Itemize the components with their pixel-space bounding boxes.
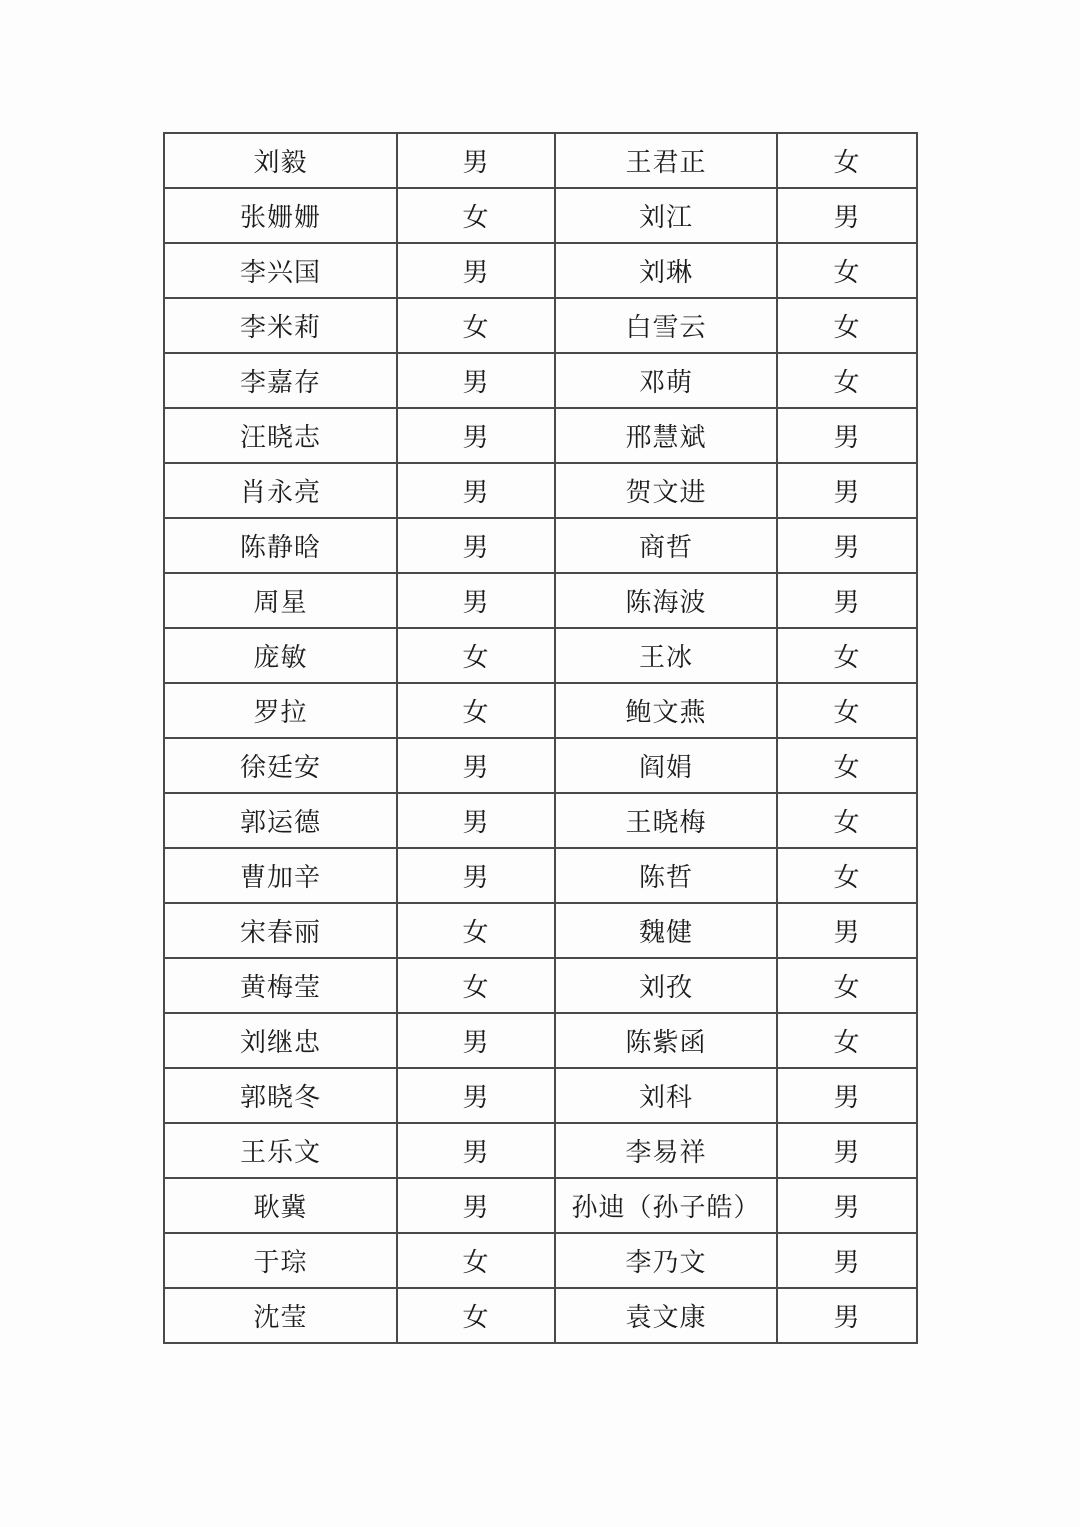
name-cell-right: 陈哲 (555, 848, 777, 903)
gender-cell-left: 男 (397, 793, 555, 848)
name-cell-left: 李嘉存 (164, 353, 397, 408)
name-cell-right: 李易祥 (555, 1123, 777, 1178)
table-row (164, 1178, 917, 1233)
gender-cell-right: 男 (777, 1123, 917, 1178)
gender-cell-right: 男 (777, 408, 917, 463)
gender-cell-left: 男 (397, 738, 555, 793)
gender-cell-left: 男 (397, 1013, 555, 1068)
name-cell-left: 宋春丽 (164, 903, 397, 958)
gender-cell-left: 男 (397, 353, 555, 408)
gender-cell-left: 男 (397, 1068, 555, 1123)
name-cell-left: 李米莉 (164, 298, 397, 353)
name-cell-left: 于琮 (164, 1233, 397, 1288)
name-cell-left: 刘继忠 (164, 1013, 397, 1068)
name-cell-left: 肖永亮 (164, 463, 397, 518)
table-row (164, 628, 917, 683)
name-cell-right: 阎娟 (555, 738, 777, 793)
name-cell-left: 罗拉 (164, 683, 397, 738)
gender-cell-right: 男 (777, 1178, 917, 1233)
name-cell-left: 沈莹 (164, 1288, 397, 1343)
name-cell-right: 李乃文 (555, 1233, 777, 1288)
name-cell-right: 鲍文燕 (555, 683, 777, 738)
name-cell-right: 魏健 (555, 903, 777, 958)
name-cell-left: 郭晓冬 (164, 1068, 397, 1123)
gender-roster-table (163, 132, 918, 1344)
gender-cell-right: 女 (777, 1013, 917, 1068)
gender-cell-left: 女 (397, 683, 555, 738)
gender-cell-left: 女 (397, 1288, 555, 1343)
table-row (164, 738, 917, 793)
gender-cell-left: 女 (397, 958, 555, 1013)
gender-cell-left: 男 (397, 573, 555, 628)
table-row (164, 1068, 917, 1123)
name-cell-right: 邓萌 (555, 353, 777, 408)
name-cell-right: 王晓梅 (555, 793, 777, 848)
table-row (164, 518, 917, 573)
table-row (164, 1013, 917, 1068)
name-cell-right: 刘孜 (555, 958, 777, 1013)
name-cell-right: 白雪云 (555, 298, 777, 353)
name-cell-left: 王乐文 (164, 1123, 397, 1178)
name-cell-left: 郭运德 (164, 793, 397, 848)
name-cell-right: 商哲 (555, 518, 777, 573)
gender-cell-right: 女 (777, 738, 917, 793)
name-cell-left: 周星 (164, 573, 397, 628)
name-cell-left: 曹加辛 (164, 848, 397, 903)
table-row (164, 1233, 917, 1288)
table-row (164, 958, 917, 1013)
gender-cell-right: 男 (777, 573, 917, 628)
table-row (164, 1288, 917, 1343)
table-row (164, 408, 917, 463)
name-cell-left: 庞敏 (164, 628, 397, 683)
gender-cell-right: 女 (777, 133, 917, 188)
table-row (164, 1123, 917, 1178)
gender-cell-right: 女 (777, 628, 917, 683)
name-cell-left: 黄梅莹 (164, 958, 397, 1013)
gender-cell-right: 男 (777, 188, 917, 243)
gender-cell-left: 男 (397, 1123, 555, 1178)
name-cell-right: 王冰 (555, 628, 777, 683)
gender-cell-right: 男 (777, 1288, 917, 1343)
gender-cell-left: 女 (397, 628, 555, 683)
gender-cell-left: 女 (397, 1233, 555, 1288)
name-cell-right: 刘琳 (555, 243, 777, 298)
table-row (164, 903, 917, 958)
gender-cell-right: 女 (777, 298, 917, 353)
name-cell-left: 耿冀 (164, 1178, 397, 1233)
table-row (164, 243, 917, 298)
table-row (164, 683, 917, 738)
gender-cell-left: 女 (397, 188, 555, 243)
name-cell-right: 王君正 (555, 133, 777, 188)
gender-cell-right: 女 (777, 793, 917, 848)
gender-cell-left: 男 (397, 518, 555, 573)
name-cell-left: 陈静晗 (164, 518, 397, 573)
table-row (164, 188, 917, 243)
gender-cell-right: 男 (777, 1068, 917, 1123)
table-row (164, 848, 917, 903)
name-cell-left: 徐廷安 (164, 738, 397, 793)
name-cell-right: 刘科 (555, 1068, 777, 1123)
name-cell-right: 袁文康 (555, 1288, 777, 1343)
gender-cell-right: 男 (777, 1233, 917, 1288)
name-cell-right: 孙迪（孙子皓） (555, 1178, 777, 1233)
name-cell-right: 刘江 (555, 188, 777, 243)
gender-cell-left: 女 (397, 903, 555, 958)
table-row (164, 298, 917, 353)
table-row (164, 463, 917, 518)
name-cell-left: 张姗姗 (164, 188, 397, 243)
name-cell-left: 李兴国 (164, 243, 397, 298)
gender-cell-right: 男 (777, 518, 917, 573)
gender-cell-right: 男 (777, 903, 917, 958)
name-cell-right: 贺文进 (555, 463, 777, 518)
gender-cell-right: 女 (777, 243, 917, 298)
gender-cell-left: 男 (397, 463, 555, 518)
table-row (164, 133, 917, 188)
name-cell-right: 陈海波 (555, 573, 777, 628)
gender-cell-left: 男 (397, 848, 555, 903)
table-row (164, 793, 917, 848)
name-cell-right: 陈紫函 (555, 1013, 777, 1068)
gender-cell-right: 女 (777, 848, 917, 903)
gender-cell-left: 男 (397, 243, 555, 298)
name-cell-left: 刘毅 (164, 133, 397, 188)
table-row (164, 573, 917, 628)
gender-cell-left: 男 (397, 1178, 555, 1233)
name-cell-right: 邢慧斌 (555, 408, 777, 463)
gender-cell-left: 男 (397, 133, 555, 188)
gender-cell-right: 男 (777, 463, 917, 518)
gender-cell-right: 女 (777, 683, 917, 738)
gender-cell-left: 女 (397, 298, 555, 353)
table-row (164, 353, 917, 408)
gender-cell-left: 男 (397, 408, 555, 463)
name-cell-left: 汪晓志 (164, 408, 397, 463)
roster-table-body (164, 133, 917, 1343)
gender-cell-right: 女 (777, 958, 917, 1013)
gender-cell-right: 女 (777, 353, 917, 408)
